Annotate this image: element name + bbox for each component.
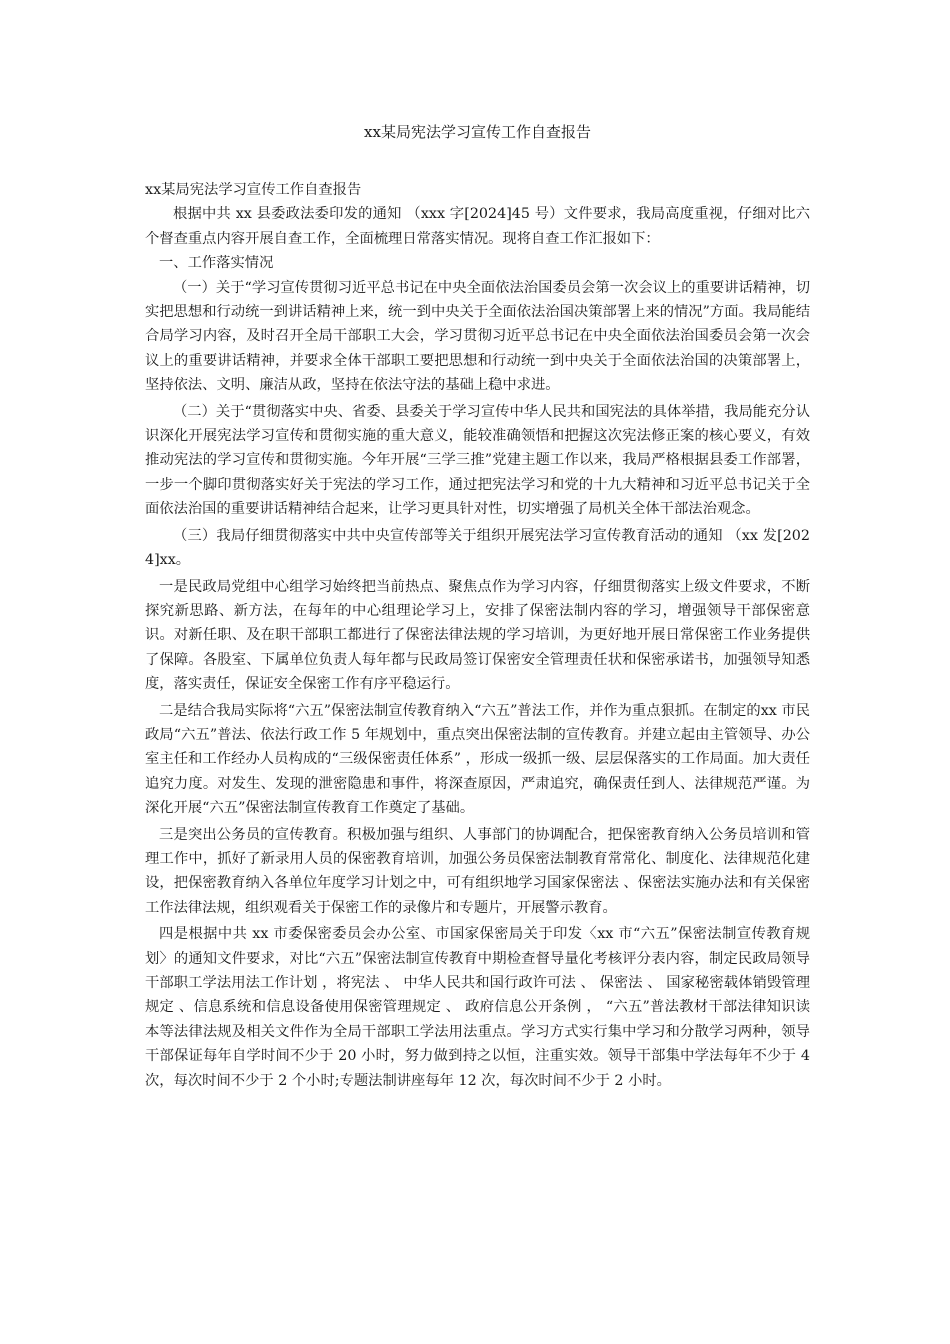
report-subtitle: xx某局宪法学习宣传工作自查报告 [145,182,362,198]
point-4-paragraph: 四是根据中共 xx 市委保密委员会办公室、市国家保密局关于印发〈xx 市“六五”保密法制宣传教育规划〉的通知文件要求，对比“六五”保密法制宣传教育中期检查督导量化考核评分表内容，制定民政局领导干部职工学法用法工作计划 ，将宪法 、 中华人民共和国行政许可法 、 保密法 、 国家秘密载体销毁管理规定 、信息系统和信息设备使用保密管理规定 、 政府信息公开条例 ， “六五”普法教材干部法律知识读本等法律法规及相关文件作为全局干部职工学法用法重点。学习方式实行集中学习和分散学习两种，领导干部保证每年自学时间不少于 20 小时，努力做到持之以恒，注重实效。领导干部集中学法每年不少于 4 次，每次时间不少于 2 个小时;专题法制讲座每年 12 次，每次时间不少于 2 小时。 [145,926,810,1089]
item-1-paragraph: （一）关于“学习宣传贯彻习近平总书记在中央全面依法治国委员会第一次会议上的重要讲话精神，切实把思想和行动统一到讲话精神上来，统一到中央关于全面依法治国决策部署上来的情况”方面。我局能结合局学习内容，及时召开全局干部职工大会，学习贯彻习近平总书记在中央全面依法治国委员会第一次会议上的重要讲话精神，并要求全体干部职工要把思想和行动统一到中央关于全面依法治国的决策部署上，坚持依法、文明、廉洁从政，坚持在依法守法的基础上稳中求进。 [145,279,810,394]
item-3-paragraph: （三）我局仔细贯彻落实中共中央宣传部等关于组织开展宪法学习宣传教育活动的通知 （xx 发[2024]xx。 [145,527,810,569]
document-page [145,120,810,1093]
point-3-paragraph: 三是突出公务员的宣传教育。积极加强与组织、人事部门的协调配合，把保密教育纳入公务员培训和管理工作中，抓好了新录用人员的保密教育培训，加强公务员保密法制教育常常化、制度化、法律规范化建设，把保密教育纳入各单位年度学习计划之中，可有组织地学习国家保密法 、保密法实施办法和有关保密工作法律法规，组织观看关于保密工作的录像片和专题片，开展警示教育。 [145,826,810,916]
point-1-paragraph: 一是民政局党组中心组学习始终把当前热点、聚焦点作为学习内容，仔细贯彻落实上级文件要求，不断探究新思路、新方法，在每年的中心组理论学习上，安排了保密法制内容的学习，增强领导干部保密意识。对新任职、及在职干部职工都进行了保密法律法规的学习培训，为更好地开展日常保密工作业务提供了保障。各股室、下属单位负责人每年都与民政局签订保密安全管理责任状和保密承诺书，加强领导知悉度，落实责任，保证安全保密工作有序平稳运行。 [145,578,810,693]
intro-paragraph: 根据中共 xx 县委政法委印发的通知 （xxx 字[2024]45 号）文件要求，我局高度重视，仔细对比六个督查重点内容开展自查工作，全面梳理日常落实情况。现将自查工作汇报如下： [145,206,810,247]
document-title: xx某局宪法学习宣传工作自查报告 [364,123,591,141]
point-2-paragraph: 二是结合我局实际将“六五”保密法制宣传教育纳入“六五”普法工作，并作为重点狠抓。在制定的xx 市民政局“六五”普法、依法行政工作 5 年规划中，重点突出保密法制的宣传教育。并建立起由主管领导、办公室主任和工作经办人员构成的“三级保密责任体系” ，形成一级抓一级、层层保落实的工作局面。加大责任追究力度。对发生、发现的泄密隐患和事件，将深查原因，严肃追究，确保责任到人、法律规范严谨。为深化开展“六五”保密法制宣传教育工作奠定了基础。 [145,702,810,817]
section-heading-1: 一、工作落实情况 [159,255,274,272]
item-2-paragraph: （二）关于“贯彻落实中央、省委、县委关于学习宣传中华人民共和国宪法的具体举措，我局能充分认识深化开展宪法学习宣传和贯彻实施的重大意义，能较准确领悟和把握这次宪法修正案的核心要义，有效推动宪法的学习宣传和贯彻实施。今年开展“三学三推”党建主题工作以来，我局严格根据县委工作部署，一步一个脚印贯彻落实好关于宪法的学习工作，通过把宪法学习和党的十九大精神和习近平总书记关于全面依法治国的重要讲话精神结合起来，让学习更具针对性，切实增强了局机关全体干部法治观念。 [145,403,810,518]
